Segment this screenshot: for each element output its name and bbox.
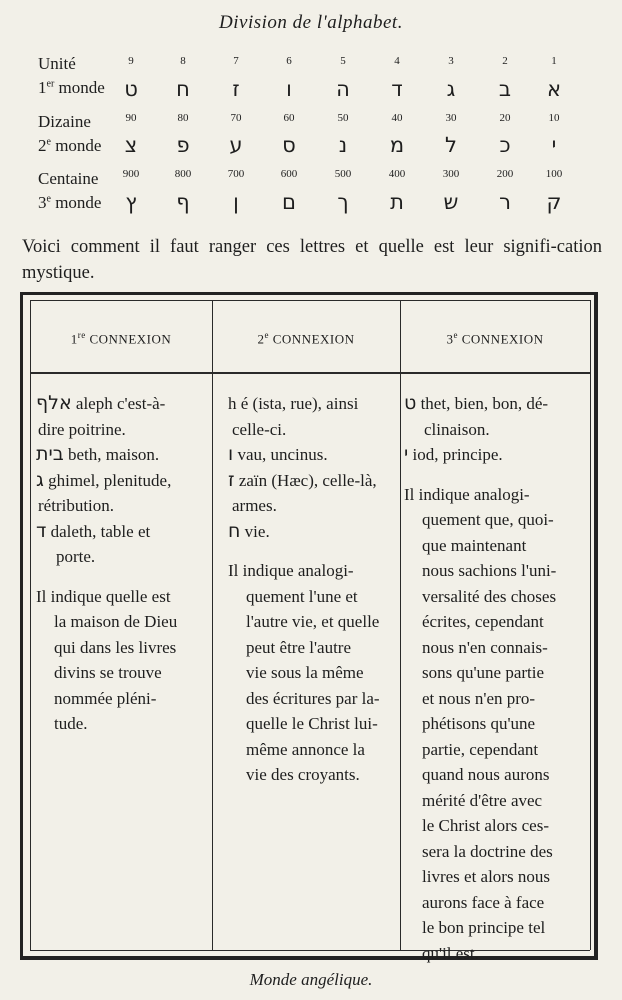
- entry-heth: ח vie.: [228, 519, 270, 542]
- entry-aleph-cont: dire poitrine.: [38, 419, 126, 439]
- column-heading-2: 2e CONNEXION: [257, 330, 355, 347]
- column-1-body: [36, 391, 208, 737]
- commentary-line: la maison de Dieu: [54, 612, 178, 631]
- commentary-line: sera la doctrine des: [422, 841, 553, 861]
- commentary-line: que maintenant: [422, 535, 527, 555]
- commentary-line: qu'il est.: [422, 943, 479, 963]
- entry-zain: ז zaïn (Hæc), celle-là,: [228, 468, 377, 491]
- row-label-unite: Unité: [38, 54, 76, 73]
- column-divider-1: [212, 300, 213, 950]
- numeric-value-0-2: 7: [233, 55, 239, 67]
- numeric-value-0-1: 8: [180, 55, 186, 67]
- hebrew-letter-1-5: ד: [391, 77, 403, 101]
- commentary-line: tude.: [54, 714, 88, 733]
- hebrew-letter-3-6: ל: [445, 133, 457, 157]
- commentary-line: des écritures par la-: [246, 688, 380, 708]
- numeric-value-4-4: 500: [334, 168, 352, 180]
- row-label-first-world: 1er monde: [38, 78, 105, 97]
- numeric-value-4-7: 200: [496, 168, 514, 180]
- commentary-line: aurons face à face: [422, 892, 545, 912]
- commentary-line: quement que, quoi-: [422, 510, 554, 529]
- numeric-value-2-0: 90: [125, 112, 137, 124]
- hebrew-letter-5-8: ק: [546, 190, 562, 214]
- numeric-value-2-4: 50: [337, 112, 349, 124]
- column-2-body: [228, 391, 398, 788]
- numeric-value-4-6: 300: [442, 168, 460, 180]
- hebrew-letter-1-6: ג: [446, 77, 456, 101]
- commentary-line: versalité des choses: [422, 586, 557, 606]
- commentary-line: et nous n'en pro-: [422, 688, 536, 708]
- commentary-line: quand nous aurons: [422, 765, 550, 784]
- commentary-line: le Christ alors ces-: [422, 816, 549, 835]
- hebrew-letter-1-7: ב: [498, 77, 512, 101]
- commentary-line: quelle le Christ lui-: [246, 714, 378, 733]
- numeric-value-4-2: 700: [227, 168, 245, 180]
- commentary-line: vie des croyants.: [246, 765, 360, 784]
- numeric-value-0-8: 1: [551, 55, 557, 67]
- table-right-rule: [590, 300, 591, 950]
- hebrew-letter-1-1: ח: [176, 77, 190, 101]
- entry-ghimel: ג ghimel, plenitude,: [36, 468, 172, 491]
- column-1-commentary: [36, 584, 208, 737]
- commentary-line: sons qu'une partie: [422, 663, 545, 682]
- column-3-commentary: [404, 482, 588, 967]
- entry-aleph: אלף aleph c'est-à-: [36, 392, 166, 414]
- numeric-value-2-3: 60: [283, 112, 295, 124]
- numeric-value-0-4: 5: [340, 55, 346, 67]
- hebrew-letter-3-2: ע: [229, 133, 243, 157]
- hebrew-letter-1-3: ו: [286, 77, 292, 101]
- column-3-body: [404, 391, 588, 966]
- page-header: Division de l'alphabet.: [219, 12, 403, 33]
- hebrew-letter-3-5: מ: [389, 133, 405, 157]
- row-label-third-world: 3e monde: [38, 193, 102, 212]
- commentary-line: livres et alors nous: [422, 867, 550, 886]
- hebrew-letter-5-4: ך: [337, 190, 349, 214]
- numeric-value-0-5: 4: [394, 55, 400, 67]
- commentary-line: qui dans les livres: [54, 637, 177, 657]
- hebrew-letter-1-4: ה: [336, 77, 350, 101]
- column-2-commentary: [228, 558, 398, 788]
- numeric-value-2-5: 40: [391, 112, 403, 124]
- numeric-value-2-7: 20: [499, 112, 511, 124]
- hebrew-letter-5-7: ר: [499, 190, 511, 214]
- numeric-value-0-6: 3: [448, 55, 454, 67]
- commentary-line: l'autre vie, et quelle: [246, 612, 380, 631]
- numeric-value-2-1: 80: [177, 112, 189, 124]
- commentary-line: nous n'en connais-: [422, 637, 548, 657]
- entry-teth: ט thet, bien, bon, dé-: [404, 392, 549, 414]
- numeric-value-2-8: 10: [548, 112, 560, 124]
- entry-daleth: ד daleth, table et: [36, 519, 151, 542]
- hebrew-letter-1-8: א: [546, 77, 562, 101]
- hebrew-letter-3-1: פ: [176, 133, 190, 157]
- commentary-line: le bon principe tel: [422, 918, 546, 937]
- column-divider-2: [400, 300, 401, 950]
- hebrew-letter-1-2: ז: [232, 77, 240, 101]
- entry-he: h é (ista, rue), ainsi: [228, 394, 359, 413]
- entry-iod: י iod, principe.: [404, 443, 503, 465]
- commentary-line: nommée pléni-: [54, 688, 157, 708]
- commentary-line: peut être l'autre: [246, 637, 352, 657]
- entry-ghimel-cont: rétribution.: [38, 496, 115, 515]
- hebrew-letter-5-0: ץ: [125, 190, 137, 214]
- entry-beth: בית beth, maison.: [36, 443, 160, 465]
- row-label-dizaine: Dizaine: [38, 112, 91, 131]
- numeric-value-0-3: 6: [286, 55, 292, 67]
- hebrew-letter-1-0: ט: [124, 77, 138, 101]
- numeric-value-4-1: 800: [174, 168, 192, 180]
- entry-he-cont: celle-ci.: [232, 419, 287, 439]
- entry-zain-cont: armes.: [232, 496, 277, 515]
- commentary-line: divins se trouve: [54, 663, 162, 682]
- hebrew-letter-3-3: ס: [282, 133, 296, 157]
- hebrew-letter-5-1: ף: [176, 190, 190, 214]
- hebrew-letter-3-4: נ: [338, 133, 348, 157]
- numeric-value-4-8: 100: [545, 168, 563, 180]
- hebrew-letter-5-2: ן: [233, 190, 239, 214]
- commentary-line: partie, cependant: [422, 739, 539, 759]
- commentary-line: phétisons qu'une: [422, 714, 536, 733]
- entry-teth-cont: clinaison.: [424, 419, 490, 439]
- hebrew-letter-3-8: י: [551, 133, 557, 157]
- hebrew-letter-3-0: צ: [124, 133, 138, 157]
- column-heading-3: 3e CONNEXION: [446, 330, 544, 347]
- commentary-line: Il indique quelle est: [36, 586, 171, 606]
- hebrew-letter-5-3: ם: [282, 190, 296, 214]
- numeric-value-0-0: 9: [128, 55, 134, 67]
- commentary-line: même annonce la: [246, 739, 365, 759]
- numeric-value-4-3: 600: [280, 168, 298, 180]
- table-left-rule: [30, 300, 31, 950]
- numeric-value-4-5: 400: [388, 168, 406, 180]
- table-header-rule: [30, 372, 590, 374]
- commentary-line: quement l'une et: [246, 586, 358, 606]
- intro-paragraph: Voici comment il faut ranger ces lettres et quelle est leur signifi-cation mystique.: [22, 237, 602, 283]
- commentary-line: Il indique analogi-: [404, 484, 530, 504]
- numeric-value-2-6: 30: [445, 112, 457, 124]
- commentary-line: vie sous la même: [246, 663, 364, 682]
- row-label-second-world: 2e monde: [38, 136, 102, 155]
- commentary-line: nous sachions l'uni-: [422, 561, 557, 580]
- numeric-value-4-0: 900: [122, 168, 140, 180]
- commentary-line: Il indique analogi-: [228, 561, 354, 580]
- entry-daleth-cont: porte.: [56, 547, 96, 566]
- column-heading-1: 1re CONNEXION: [70, 330, 172, 347]
- commentary-line: écrites, cependant: [422, 612, 544, 631]
- numeric-value-0-7: 2: [502, 55, 508, 67]
- table-top-rule: [30, 300, 590, 301]
- hebrew-letter-5-5: ת: [390, 190, 404, 214]
- hebrew-letter-3-7: כ: [499, 133, 511, 157]
- entry-vau: ו vau, uncinus.: [228, 443, 328, 465]
- commentary-line: mérité d'être avec: [422, 790, 543, 810]
- hebrew-letter-5-6: ש: [443, 190, 459, 214]
- row-label-centaine: Centaine: [38, 169, 99, 188]
- page-footer: Monde angélique.: [249, 970, 373, 989]
- numeric-value-2-2: 70: [230, 112, 242, 124]
